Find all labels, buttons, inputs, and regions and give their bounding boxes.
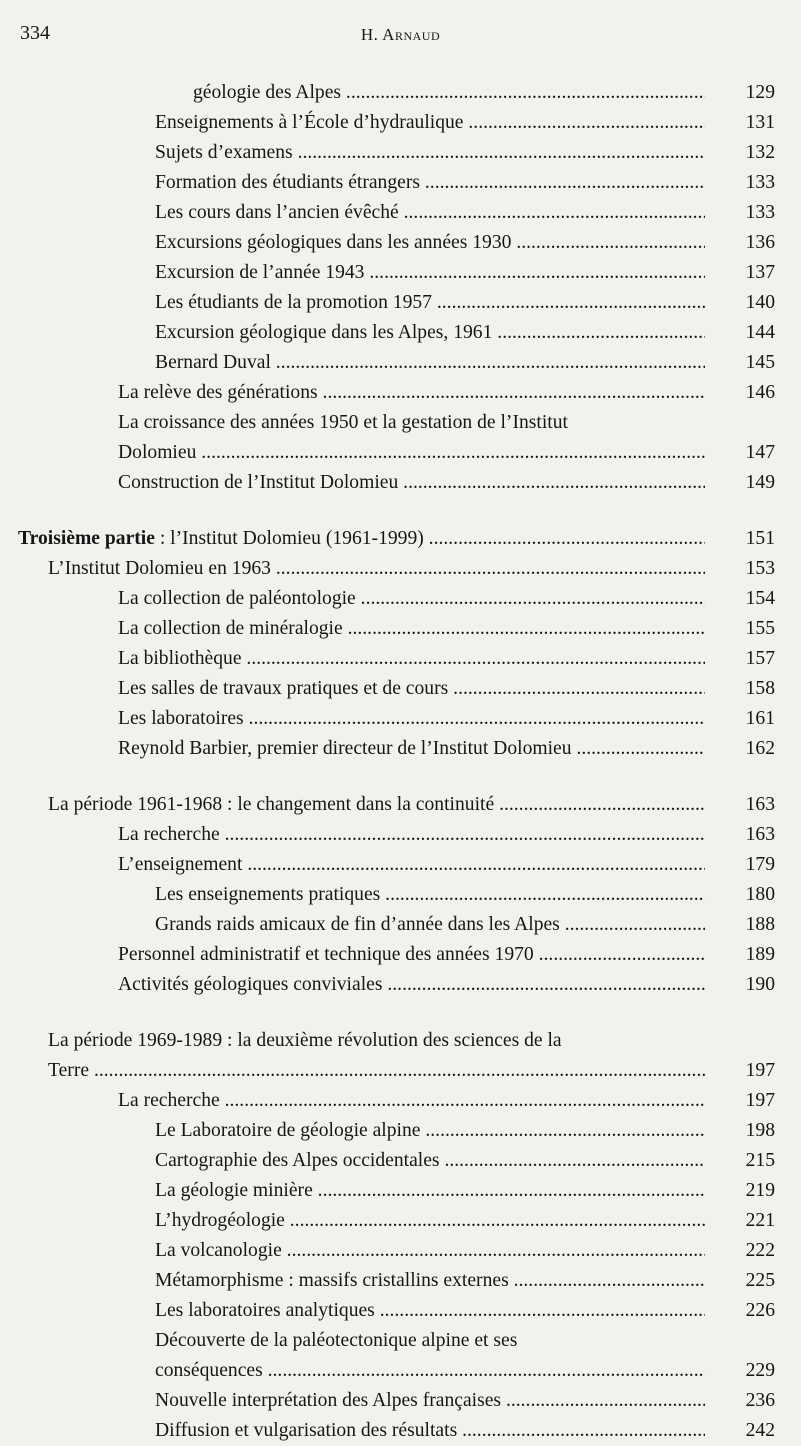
toc-entry bbox=[0, 348, 801, 378]
toc-entry-title bbox=[118, 674, 705, 704]
table-of-contents bbox=[0, 78, 801, 1446]
toc-entry bbox=[0, 790, 801, 820]
toc-entry-title bbox=[118, 940, 705, 970]
toc-page-number: 161 bbox=[745, 708, 775, 729]
toc-page-number: 155 bbox=[745, 618, 775, 639]
toc-entry-text: Dolomieu bbox=[118, 442, 197, 463]
toc-page-number: 147 bbox=[745, 442, 775, 463]
toc-entry-text: La croissance des années 1950 et la gestation de l’Institut bbox=[118, 412, 568, 433]
toc-entry-title bbox=[118, 734, 705, 764]
toc-entry bbox=[0, 1206, 801, 1236]
toc-entry-text: La collection de paléontologie bbox=[118, 588, 356, 609]
toc-page-number: 158 bbox=[745, 678, 775, 699]
toc-entry-text: conséquences bbox=[155, 1360, 263, 1381]
toc-entry-text: L’hydrogéologie bbox=[155, 1210, 285, 1231]
toc-entry bbox=[0, 1386, 801, 1416]
toc-entry-title bbox=[48, 554, 705, 584]
toc-entry-title bbox=[118, 644, 705, 674]
toc-entry bbox=[0, 288, 801, 318]
toc-entry-title bbox=[118, 408, 568, 438]
toc-page-number: 149 bbox=[745, 472, 775, 493]
toc-entry-title bbox=[48, 1026, 562, 1056]
toc-entry-text: La collection de minéralogie bbox=[118, 618, 343, 639]
toc-entry bbox=[0, 554, 801, 584]
toc-entry bbox=[0, 1296, 801, 1326]
toc-entry bbox=[0, 1356, 801, 1386]
toc-entry-title bbox=[118, 584, 705, 614]
toc-entry-text: La géologie minière bbox=[155, 1180, 313, 1201]
toc-entry bbox=[0, 880, 801, 910]
toc-entry-title bbox=[155, 1206, 705, 1236]
toc-page-number: 136 bbox=[745, 232, 775, 253]
toc-entry-text: La relève des générations bbox=[118, 382, 318, 403]
toc-page-number: 154 bbox=[745, 588, 775, 609]
toc-entry bbox=[0, 1236, 801, 1266]
toc-entry-text: Personnel administratif et technique des années 1970 bbox=[118, 944, 534, 965]
toc-entry-text: Bernard Duval bbox=[155, 352, 271, 373]
toc-entry bbox=[0, 734, 801, 764]
toc-page-number: 198 bbox=[745, 1120, 775, 1141]
toc-entry bbox=[0, 378, 801, 408]
toc-entry-text: Les salles de travaux pratiques et de cours bbox=[118, 678, 449, 699]
toc-page-number: 129 bbox=[745, 82, 775, 103]
toc-page-number: 163 bbox=[745, 824, 775, 845]
toc-entry-text: Découverte de la paléotectonique alpine et ses bbox=[155, 1330, 518, 1351]
toc-page-number: 225 bbox=[745, 1270, 775, 1291]
toc-entry bbox=[0, 198, 801, 228]
toc-entry-text: Activités géologiques conviviales bbox=[118, 974, 383, 995]
toc-entry-text: La recherche bbox=[118, 824, 220, 845]
toc-entry-title bbox=[155, 228, 705, 258]
toc-entry-text: La bibliothèque bbox=[118, 648, 242, 669]
toc-entry bbox=[0, 820, 801, 850]
toc-entry bbox=[0, 1086, 801, 1116]
toc-page-number: 146 bbox=[745, 382, 775, 403]
toc-entry-title bbox=[48, 790, 705, 820]
toc-entry bbox=[0, 1116, 801, 1146]
toc-page-number: 179 bbox=[745, 854, 775, 875]
toc-entry-title bbox=[155, 288, 705, 318]
toc-entry-title bbox=[155, 1266, 705, 1296]
toc-entry-text: Sujets d’examens bbox=[155, 142, 293, 163]
toc-entry bbox=[0, 108, 801, 138]
toc-entry-text: Les enseignements pratiques bbox=[155, 884, 381, 905]
toc-entry-title bbox=[155, 168, 705, 198]
toc-entry-title bbox=[155, 318, 705, 348]
toc-entry-title bbox=[118, 614, 705, 644]
toc-page-number: 137 bbox=[745, 262, 775, 283]
toc-page-number: 162 bbox=[745, 738, 775, 759]
toc-entry bbox=[0, 468, 801, 498]
toc-entry-text: Reynold Barbier, premier directeur de l’Institut Dolomieu bbox=[118, 738, 572, 759]
toc-entry-title bbox=[118, 1086, 705, 1116]
toc-entry bbox=[0, 614, 801, 644]
toc-entry-title bbox=[155, 1236, 705, 1266]
toc-entry-title bbox=[155, 1176, 705, 1206]
toc-entry bbox=[0, 644, 801, 674]
toc-entry-text: Excursions géologiques dans les années 1930 bbox=[155, 232, 512, 253]
toc-entry bbox=[0, 704, 801, 734]
toc-entry-text: géologie des Alpes bbox=[193, 82, 342, 103]
toc-entry-text: L’enseignement bbox=[118, 854, 243, 875]
toc-entry-text: Les laboratoires analytiques bbox=[155, 1300, 375, 1321]
toc-entry bbox=[0, 1176, 801, 1206]
toc-entry bbox=[0, 524, 801, 554]
toc-entry-title bbox=[155, 1116, 705, 1146]
toc-page-number: 153 bbox=[745, 558, 775, 579]
toc-entry-title bbox=[118, 468, 705, 498]
toc-entry-title bbox=[118, 850, 705, 880]
toc-entry-title bbox=[18, 524, 705, 554]
toc-entry bbox=[0, 318, 801, 348]
toc-entry bbox=[0, 940, 801, 970]
toc-entry-title bbox=[155, 1146, 705, 1176]
toc-entry bbox=[0, 1056, 801, 1086]
toc-page-number: 151 bbox=[745, 528, 775, 549]
toc-page-number: 188 bbox=[745, 914, 775, 935]
toc-page-number: 132 bbox=[745, 142, 775, 163]
toc-entry-title bbox=[118, 704, 705, 734]
toc-entry-text: Les cours dans l’ancien évêché bbox=[155, 202, 399, 223]
toc-page-number: 226 bbox=[745, 1300, 775, 1321]
toc-page-number: 222 bbox=[745, 1240, 775, 1261]
part-title: Troisième partie bbox=[18, 528, 155, 549]
toc-entry-text: La recherche bbox=[118, 1090, 220, 1111]
toc-entry-text: Excursion de l’année 1943 bbox=[155, 262, 365, 283]
toc-page-number: 219 bbox=[745, 1180, 775, 1201]
toc-entry bbox=[0, 674, 801, 704]
toc-entry bbox=[0, 850, 801, 880]
toc-entry-title bbox=[155, 258, 705, 288]
toc-entry-text: : l’Institut Dolomieu (1961-1999) bbox=[154, 528, 424, 549]
toc-entry-text: Le Laboratoire de géologie alpine bbox=[155, 1120, 421, 1141]
toc-entry-title bbox=[193, 78, 705, 108]
toc-page-number: 145 bbox=[745, 352, 775, 373]
toc-entry bbox=[0, 258, 801, 288]
toc-page-number: 140 bbox=[745, 292, 775, 313]
toc-entry bbox=[0, 408, 801, 438]
toc-entry-title bbox=[155, 1296, 705, 1326]
toc-entry-text: Les étudiants de la promotion 1957 bbox=[155, 292, 432, 313]
toc-page-number: 133 bbox=[745, 172, 775, 193]
toc-entry-text: Nouvelle interprétation des Alpes françaises bbox=[155, 1390, 502, 1411]
toc-page-number: 157 bbox=[745, 648, 775, 669]
toc-entry-title bbox=[155, 138, 705, 168]
toc-entry-title bbox=[118, 820, 705, 850]
toc-page-number: 133 bbox=[745, 202, 775, 223]
toc-entry-text: Excursion géologique dans les Alpes, 1961 bbox=[155, 322, 493, 343]
toc-page-number: 131 bbox=[745, 112, 775, 133]
toc-entry-text: Formation des étudiants étrangers bbox=[155, 172, 420, 193]
toc-entry-title bbox=[155, 910, 705, 940]
toc-entry-title bbox=[155, 1356, 705, 1386]
toc-entry-title bbox=[155, 880, 705, 910]
toc-entry-title bbox=[155, 1326, 517, 1356]
toc-entry-text: L’Institut Dolomieu en 1963 bbox=[48, 558, 271, 579]
toc-page-number: 163 bbox=[745, 794, 775, 815]
toc-entry-text: Grands raids amicaux de fin d’année dans les Alpes bbox=[155, 914, 560, 935]
toc-page-number: 221 bbox=[745, 1210, 775, 1231]
toc-entry-text: La volcanologie bbox=[155, 1240, 282, 1261]
toc-entry-title bbox=[155, 108, 705, 138]
toc-entry-text: La période 1961-1968 : le changement dans la continuité bbox=[48, 794, 495, 815]
toc-entry bbox=[0, 1146, 801, 1176]
toc-page-number: 215 bbox=[745, 1150, 775, 1171]
toc-entry bbox=[0, 1326, 801, 1356]
toc-entry bbox=[0, 910, 801, 940]
page-number: 334 bbox=[20, 22, 50, 44]
running-head-author: H. Arnaud bbox=[360, 25, 441, 44]
toc-entry bbox=[0, 1026, 801, 1056]
toc-page-number: 236 bbox=[745, 1390, 775, 1411]
toc-entry bbox=[0, 970, 801, 1000]
running-head bbox=[0, 22, 801, 52]
toc-entry-text: Diffusion et vulgarisation des résultats bbox=[155, 1420, 458, 1441]
toc-entry bbox=[0, 1266, 801, 1296]
toc-page-number: 229 bbox=[745, 1360, 775, 1381]
toc-entry-text: Les laboratoires bbox=[118, 708, 244, 729]
toc-entry-text: La période 1969-1989 : la deuxième révolution des sciences de la bbox=[48, 1030, 562, 1051]
toc-entry bbox=[0, 228, 801, 258]
toc-entry-text: Métamorphisme : massifs cristallins externes bbox=[155, 1270, 509, 1291]
toc-page-number: 189 bbox=[745, 944, 775, 965]
toc-entry-text: Enseignements à l’École d’hydraulique bbox=[155, 112, 464, 133]
toc-entry-title bbox=[118, 438, 705, 468]
toc-page-number: 197 bbox=[745, 1090, 775, 1111]
toc-entry bbox=[0, 78, 801, 108]
toc-entry-title bbox=[155, 348, 705, 378]
toc-page-number: 190 bbox=[745, 974, 775, 995]
toc-page-number: 180 bbox=[745, 884, 775, 905]
toc-entry-title bbox=[118, 378, 705, 408]
toc-entry-text: Terre bbox=[48, 1060, 90, 1081]
toc-entry bbox=[0, 1416, 801, 1446]
toc-entry bbox=[0, 168, 801, 198]
toc-entry-text: Cartographie des Alpes occidentales bbox=[155, 1150, 440, 1171]
toc-page-number: 242 bbox=[745, 1420, 775, 1441]
toc-entry-title bbox=[155, 198, 705, 228]
toc-entry bbox=[0, 438, 801, 468]
toc-page-number: 197 bbox=[745, 1060, 775, 1081]
toc-entry bbox=[0, 584, 801, 614]
toc-page-number: 144 bbox=[745, 322, 775, 343]
toc-entry-title bbox=[155, 1386, 705, 1416]
toc-entry-title bbox=[118, 970, 705, 1000]
toc-entry-title bbox=[48, 1056, 705, 1086]
toc-entry-title bbox=[155, 1416, 705, 1446]
toc-entry bbox=[0, 138, 801, 168]
toc-entry-text: Construction de l’Institut Dolomieu bbox=[118, 472, 399, 493]
